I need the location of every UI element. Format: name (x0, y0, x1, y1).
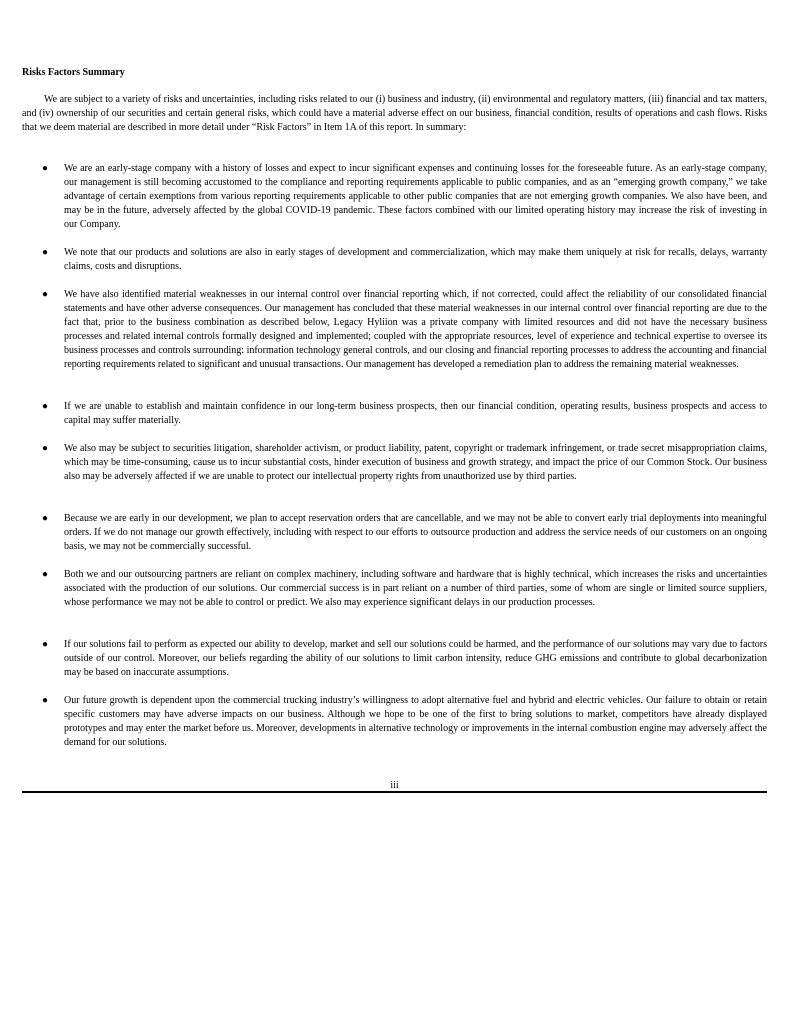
bullet-icon: ● (42, 695, 49, 706)
bullet-text: We note that our products and solutions are also in early stages of development and commercialization, which may make them uniquely at risk for recalls, delays, warranty claims, costs and disruptions. (64, 247, 767, 272)
bullet-text: We are an early-stage company with a history of losses and expect to incur significant expenses and continuing losses for the foreseeable future. As an early-stage company, our management is still becoming accustomed to the compliance and reporting requirements applicable to public companies, and as an “emerging growth company,” we take advantage of certain exemptions from various reporting requirements applicable to other public companies that are not emerging growth companies. We also have been, and may be in the future, adversely affected by the global COVID-19 pandemic. These factors combined with our limited operating history may increase the risk of investing in our Company. (64, 163, 767, 230)
page-divider (22, 791, 767, 793)
bullet-text: Our future growth is dependent upon the commercial trucking industry’s willingness to adopt alternative fuel and hybrid and electric vehicles. Our failure to obtain or retain specific customers may have adverse impacts on our business. Although we hope to be one of the first to bring solutions to market, competitors have already displayed prototypes and may enter the market before us. Moreover, developments in alternative technology or improvements in the internal combustion engine may adversely affect the demand for our solutions. (64, 695, 767, 748)
bullet-text: If our solutions fail to perform as expected our ability to develop, market and sell our solutions could be harmed, and the performance of our solutions may vary due to factors outside of our control. Moreover, our beliefs regarding the ability of our solutions to limit carbon intensity, reduce GHG emissions and contribute to global decarbonization may be based on inaccurate assumptions. (64, 639, 767, 678)
bullet-text: We have also identified material weaknesses in our internal control over financial reporting which, if not corrected, could affect the reliability of our consolidated financial statements and have other adverse consequences. Our management has concluded that these material weaknesses in our internal control over financial reporting are due to the fact that, prior to the business combination as described below, Legacy Hyliion was a private company with limited resources and did not have the necessary business processes and related internal controls formally designed and implemented; coupled with the appropriate resources, level of experience and technical expertise to oversee its business processes and controls surrounding: information technology general controls, and our closing and financial reporting processes to address the accounting and financial reporting requirements related to significant and unusual transactions. Our management has developed a remediation plan to address the remaining material weaknesses. (64, 289, 767, 370)
section-heading: Risks Factors Summary (22, 67, 125, 78)
bullet-text: If we are unable to establish and maintain confidence in our long-term business prospects, then our financial condition, operating results, business prospects and access to capital may suffer materially. (64, 401, 767, 426)
bullet-icon: ● (42, 401, 49, 412)
bullet-icon: ● (42, 289, 49, 300)
bullet-icon: ● (42, 639, 49, 650)
bullet-text: Both we and our outsourcing partners are reliant on complex machinery, including software and hardware that is highly technical, which increases the risks and uncertainties associated with the production of our solutions. Our commercial success is in part reliant on a number of third parties, some of whom are single or limited source suppliers, whose performance we may not be able to control or predict. We also may experience significant delays in our production processes. (64, 569, 767, 608)
page-number: iii (390, 780, 399, 791)
bullet-icon: ● (42, 247, 49, 258)
bullet-icon: ● (42, 569, 49, 580)
bullet-icon: ● (42, 513, 49, 524)
intro-paragraph: We are subject to a variety of risks and uncertainties, including risks related to our (i) business and industry, (ii) environmental and regulatory matters, (iii) financial and tax matters, and (iv) ownership of our securities and certain general risks, which could have a material adverse effect on our business, financial condition, results of operations and cash flows. Risks that we deem material are described in more detail under “Risk Factors” in Item 1A of this report. In summary: (22, 94, 767, 133)
bullet-icon: ● (42, 443, 49, 454)
bullet-icon: ● (42, 163, 49, 174)
bullet-text: We also may be subject to securities litigation, shareholder activism, or product liability, patent, copyright or trademark infringement, or trade secret misappropriation claims, which may be time-consuming, cause us to incur substantial costs, hinder execution of business and growth strategy, and impact the price of our Common Stock. Our business also may be adversely affected if we are unable to protect our intellectual property rights from unauthorized use by third parties. (64, 443, 767, 482)
bullet-text: Because we are early in our development, we plan to accept reservation orders that are cancellable, and we may not be able to convert early trial deployments into meaningful orders. If we do not manage our growth effectively, including with respect to our efforts to outsource production and address the service needs of our customers on an ongoing basis, we may not be commercially successful. (64, 513, 767, 552)
